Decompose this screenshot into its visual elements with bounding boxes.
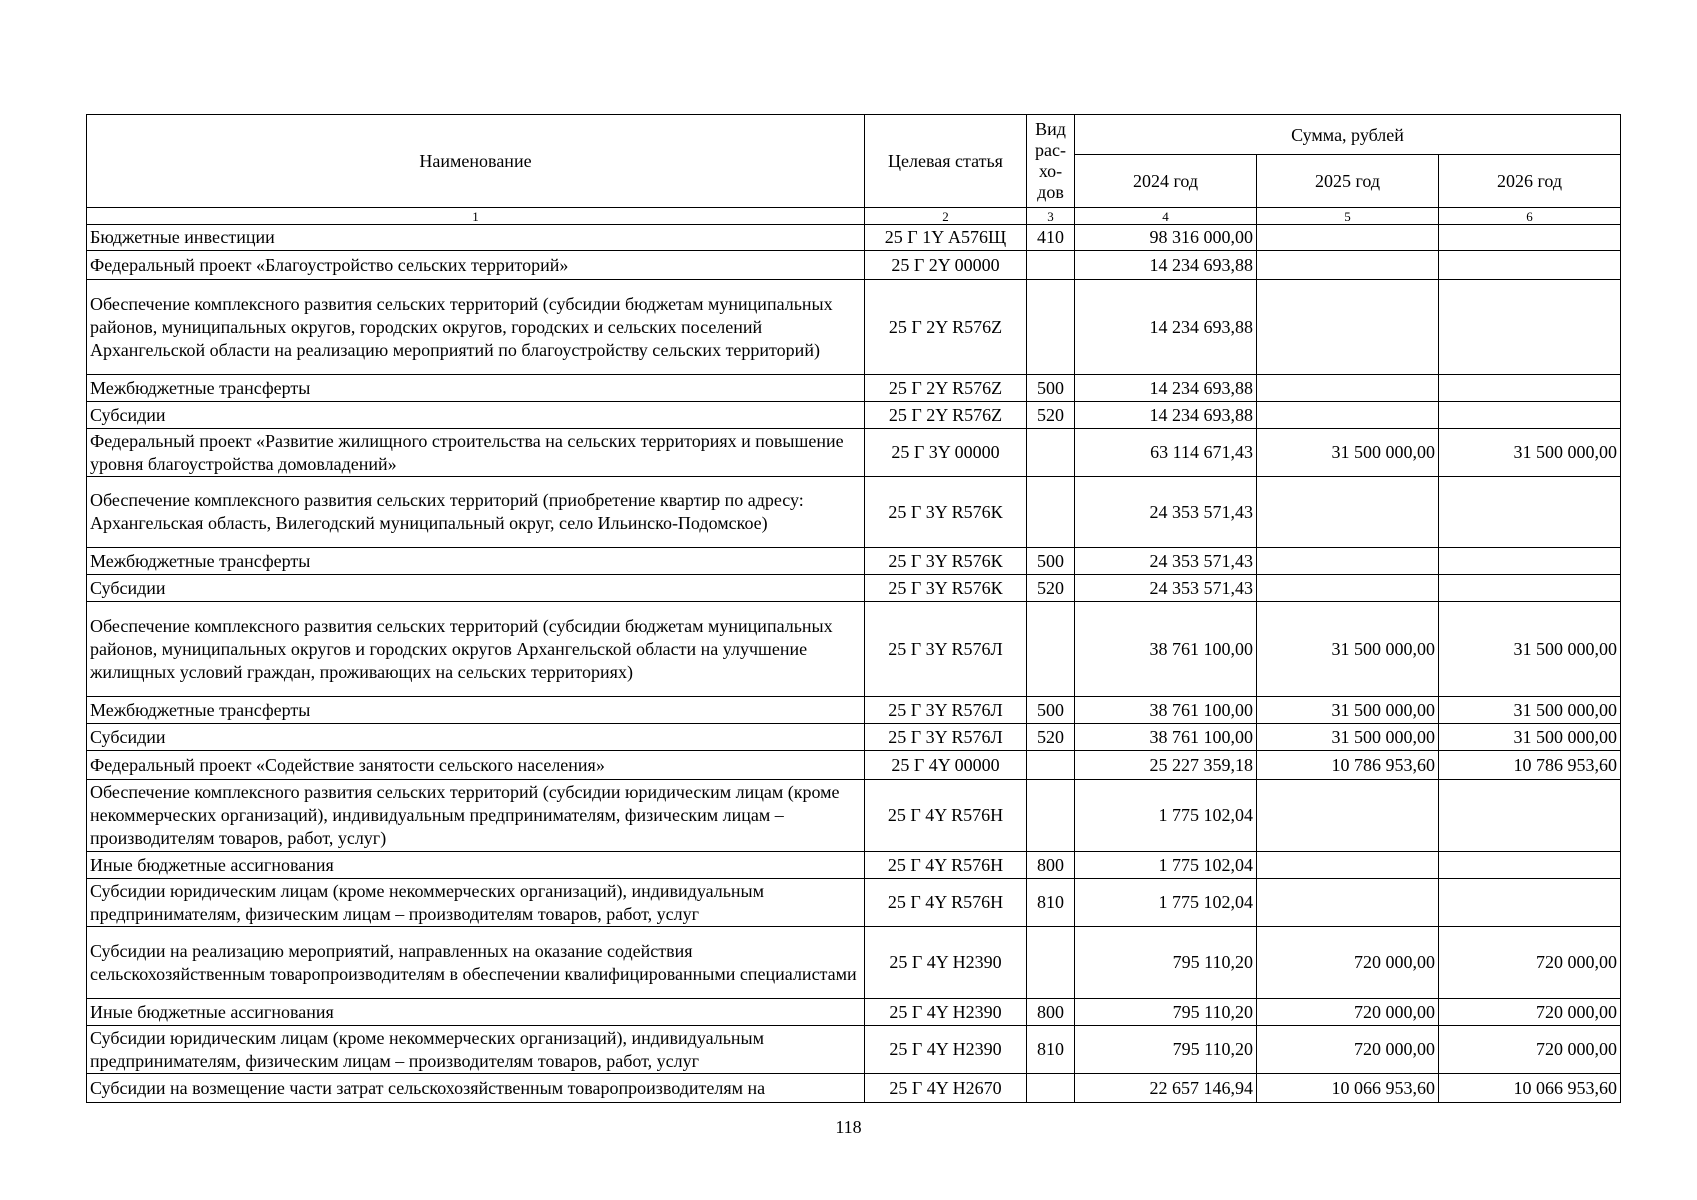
row-amount-2026: 31 500 000,00 (1439, 602, 1621, 697)
row-amount-2025 (1257, 852, 1439, 879)
row-target-article: 25 Г 3Y R576Л (865, 697, 1027, 724)
row-amount-2026 (1439, 251, 1621, 280)
table-row (87, 697, 1621, 724)
row-amount-2024: 22 657 146,94 (1075, 1074, 1257, 1103)
header-sum: Сумма, рублей (1075, 115, 1621, 155)
header-expense-type (1027, 115, 1075, 208)
row-amount-2026 (1439, 852, 1621, 879)
row-target-article: 25 Г 3Y R576К (865, 575, 1027, 602)
row-target-article: 25 Г 4Y Н2390 (865, 1026, 1027, 1074)
table-body (87, 225, 1621, 1103)
column-number: 3 (1027, 208, 1075, 225)
row-expense-type (1027, 429, 1075, 477)
row-expense-type: 810 (1027, 879, 1075, 927)
row-amount-2025: 31 500 000,00 (1257, 724, 1439, 751)
row-expense-type: 410 (1027, 225, 1075, 251)
row-expense-type: 810 (1027, 1026, 1075, 1074)
table-row (87, 751, 1621, 780)
row-name: Федеральный проект «Развитие жилищного строительства на сельских территориях и повышение уровня благоустройства домовладений» (87, 429, 865, 477)
row-name: Субсидии (87, 724, 865, 751)
row-amount-2024: 14 234 693,88 (1075, 251, 1257, 280)
row-name: Федеральный проект «Благоустройство сельских территорий» (87, 251, 865, 280)
header-expense-type-line: дов (1037, 182, 1064, 202)
row-target-article: 25 Г 2Y R576Z (865, 402, 1027, 429)
table-row (87, 429, 1621, 477)
row-amount-2026: 10 786 953,60 (1439, 751, 1621, 780)
row-expense-type: 520 (1027, 575, 1075, 602)
row-target-article: 25 Г 4Y R576Н (865, 879, 1027, 927)
row-expense-type (1027, 751, 1075, 780)
row-amount-2025 (1257, 280, 1439, 375)
row-amount-2025 (1257, 477, 1439, 548)
header-expense-type-line: рас- (1035, 140, 1066, 160)
row-amount-2026 (1439, 548, 1621, 575)
row-amount-2024: 14 234 693,88 (1075, 402, 1257, 429)
row-expense-type: 500 (1027, 697, 1075, 724)
table-row (87, 1026, 1621, 1074)
row-amount-2024: 98 316 000,00 (1075, 225, 1257, 251)
row-amount-2025: 31 500 000,00 (1257, 697, 1439, 724)
row-amount-2026 (1439, 477, 1621, 548)
column-number-row (87, 208, 1621, 225)
row-target-article: 25 Г 3Y R576К (865, 548, 1027, 575)
row-target-article: 25 Г 4Y Н2390 (865, 927, 1027, 999)
row-name: Субсидии (87, 575, 865, 602)
table-row (87, 548, 1621, 575)
table-row (87, 280, 1621, 375)
row-name: Субсидии на реализацию мероприятий, направленных на оказание содействия сельскохозяйственным товаропроизводителям в обеспечении квалифицированными специалистами (87, 927, 865, 999)
table-row (87, 999, 1621, 1026)
row-name: Субсидии юридическим лицам (кроме некоммерческих организаций), индивидуальным предпринимателям, физическим лицам – производителям товаров, работ, услуг (87, 1026, 865, 1074)
table-row (87, 927, 1621, 999)
row-amount-2024: 14 234 693,88 (1075, 375, 1257, 402)
row-expense-type (1027, 477, 1075, 548)
row-target-article: 25 Г 4Y Н2390 (865, 999, 1027, 1026)
row-amount-2024: 25 227 359,18 (1075, 751, 1257, 780)
column-number: 6 (1439, 208, 1621, 225)
row-amount-2026 (1439, 879, 1621, 927)
row-name: Иные бюджетные ассигнования (87, 852, 865, 879)
row-target-article: 25 Г 3Y R576Л (865, 602, 1027, 697)
header-year-2024: 2024 год (1075, 155, 1257, 208)
row-expense-type (1027, 280, 1075, 375)
row-amount-2024: 38 761 100,00 (1075, 697, 1257, 724)
row-amount-2025 (1257, 225, 1439, 251)
row-amount-2026: 720 000,00 (1439, 927, 1621, 999)
row-amount-2024: 1 775 102,04 (1075, 780, 1257, 852)
row-amount-2026 (1439, 402, 1621, 429)
row-expense-type (1027, 780, 1075, 852)
table-row (87, 780, 1621, 852)
row-amount-2024: 1 775 102,04 (1075, 879, 1257, 927)
page-number: 118 (835, 1117, 862, 1137)
row-amount-2026: 720 000,00 (1439, 1026, 1621, 1074)
row-amount-2025: 31 500 000,00 (1257, 429, 1439, 477)
row-expense-type (1027, 1074, 1075, 1103)
row-amount-2024: 63 114 671,43 (1075, 429, 1257, 477)
row-amount-2025: 720 000,00 (1257, 1026, 1439, 1074)
row-amount-2025: 10 066 953,60 (1257, 1074, 1439, 1103)
row-amount-2024: 1 775 102,04 (1075, 852, 1257, 879)
row-target-article: 25 Г 3Y R576Л (865, 724, 1027, 751)
row-amount-2026 (1439, 225, 1621, 251)
row-amount-2025: 720 000,00 (1257, 927, 1439, 999)
row-target-article: 25 Г 2Y 00000 (865, 251, 1027, 280)
row-target-article: 25 Г 1Y А576Щ (865, 225, 1027, 251)
row-name: Обеспечение комплексного развития сельских территорий (субсидии юридическим лицам (кроме некоммерческих организаций), индивидуальным предпринимателям, физическим лицам – производителям товаров, работ, услуг) (87, 780, 865, 852)
column-number: 5 (1257, 208, 1439, 225)
row-name: Межбюджетные трансферты (87, 375, 865, 402)
row-amount-2024: 14 234 693,88 (1075, 280, 1257, 375)
table-row (87, 402, 1621, 429)
row-amount-2025 (1257, 575, 1439, 602)
row-amount-2026 (1439, 375, 1621, 402)
row-amount-2024: 795 110,20 (1075, 1026, 1257, 1074)
row-name: Межбюджетные трансферты (87, 697, 865, 724)
column-number: 1 (87, 208, 865, 225)
header-expense-type-line: Вид (1035, 119, 1066, 139)
row-amount-2026: 31 500 000,00 (1439, 697, 1621, 724)
column-number: 4 (1075, 208, 1257, 225)
row-amount-2024: 795 110,20 (1075, 927, 1257, 999)
row-expense-type: 500 (1027, 375, 1075, 402)
row-target-article: 25 Г 2Y R576Z (865, 375, 1027, 402)
table-row (87, 724, 1621, 751)
header-target-article: Целевая статья (865, 115, 1027, 208)
row-name: Иные бюджетные ассигнования (87, 999, 865, 1026)
row-amount-2026: 10 066 953,60 (1439, 1074, 1621, 1103)
table-header (87, 115, 1621, 225)
row-amount-2025 (1257, 879, 1439, 927)
row-name: Бюджетные инвестиции (87, 225, 865, 251)
row-name: Обеспечение комплексного развития сельских территорий (субсидии бюджетам муниципальных районов, муниципальных округов, городских округов, городских и сельских поселений Архангельской области на реализацию мероприятий по благоустройству сельских территорий) (87, 280, 865, 375)
row-amount-2024: 24 353 571,43 (1075, 477, 1257, 548)
row-expense-type (1027, 602, 1075, 697)
row-amount-2026 (1439, 280, 1621, 375)
row-amount-2025 (1257, 375, 1439, 402)
row-expense-type (1027, 251, 1075, 280)
budget-table (86, 114, 1621, 1103)
row-amount-2026 (1439, 575, 1621, 602)
row-name: Обеспечение комплексного развития сельских территорий (приобретение квартир по адресу: Архангельская область, Вилегодский муниципальный округ, село Ильинско-Подомское) (87, 477, 865, 548)
row-amount-2024: 795 110,20 (1075, 999, 1257, 1026)
table-row (87, 602, 1621, 697)
row-amount-2026: 31 500 000,00 (1439, 429, 1621, 477)
row-expense-type (1027, 927, 1075, 999)
budget-table-sheet (86, 114, 1620, 1103)
table-row (87, 477, 1621, 548)
row-target-article: 25 Г 4Y R576Н (865, 780, 1027, 852)
row-expense-type: 800 (1027, 999, 1075, 1026)
table-row (87, 879, 1621, 927)
row-amount-2025 (1257, 251, 1439, 280)
row-amount-2026 (1439, 780, 1621, 852)
row-target-article: 25 Г 4Y Н2670 (865, 1074, 1027, 1103)
row-amount-2025: 31 500 000,00 (1257, 602, 1439, 697)
row-target-article: 25 Г 3Y 00000 (865, 429, 1027, 477)
row-target-article: 25 Г 4Y R576Н (865, 852, 1027, 879)
row-name: Федеральный проект «Содействие занятости сельского населения» (87, 751, 865, 780)
row-amount-2025: 720 000,00 (1257, 999, 1439, 1026)
header-expense-type-line: хо- (1038, 161, 1063, 181)
row-amount-2025 (1257, 548, 1439, 575)
row-amount-2024: 38 761 100,00 (1075, 724, 1257, 751)
table-row (87, 852, 1621, 879)
row-name: Субсидии на возмещение части затрат сельскохозяйственным товаропроизводителям на (87, 1074, 865, 1103)
row-name: Обеспечение комплексного развития сельских территорий (субсидии бюджетам муниципальных районов, муниципальных округов и городских округов Архангельской области на улучшение жилищных условий граждан, проживающих на сельских территориях) (87, 602, 865, 697)
row-amount-2025 (1257, 780, 1439, 852)
row-name: Субсидии юридическим лицам (кроме некоммерческих организаций), индивидуальным предпринимателям, физическим лицам – производителям товаров, работ, услуг (87, 879, 865, 927)
header-year-2026: 2026 год (1439, 155, 1621, 208)
row-amount-2026: 31 500 000,00 (1439, 724, 1621, 751)
row-expense-type: 800 (1027, 852, 1075, 879)
table-row (87, 1074, 1621, 1103)
table-row (87, 375, 1621, 402)
row-name: Межбюджетные трансферты (87, 548, 865, 575)
row-target-article: 25 Г 3Y R576К (865, 477, 1027, 548)
row-expense-type: 520 (1027, 724, 1075, 751)
row-amount-2025: 10 786 953,60 (1257, 751, 1439, 780)
row-amount-2026: 720 000,00 (1439, 999, 1621, 1026)
row-expense-type: 520 (1027, 402, 1075, 429)
row-target-article: 25 Г 4Y 00000 (865, 751, 1027, 780)
row-amount-2024: 24 353 571,43 (1075, 548, 1257, 575)
table-row (87, 575, 1621, 602)
header-year-2025: 2025 год (1257, 155, 1439, 208)
row-amount-2024: 38 761 100,00 (1075, 602, 1257, 697)
column-number: 2 (865, 208, 1027, 225)
table-row (87, 225, 1621, 251)
row-expense-type: 500 (1027, 548, 1075, 575)
table-row (87, 251, 1621, 280)
row-amount-2025 (1257, 402, 1439, 429)
row-target-article: 25 Г 2Y R576Z (865, 280, 1027, 375)
row-amount-2024: 24 353 571,43 (1075, 575, 1257, 602)
row-name: Субсидии (87, 402, 865, 429)
header-name: Наименование (87, 115, 865, 208)
